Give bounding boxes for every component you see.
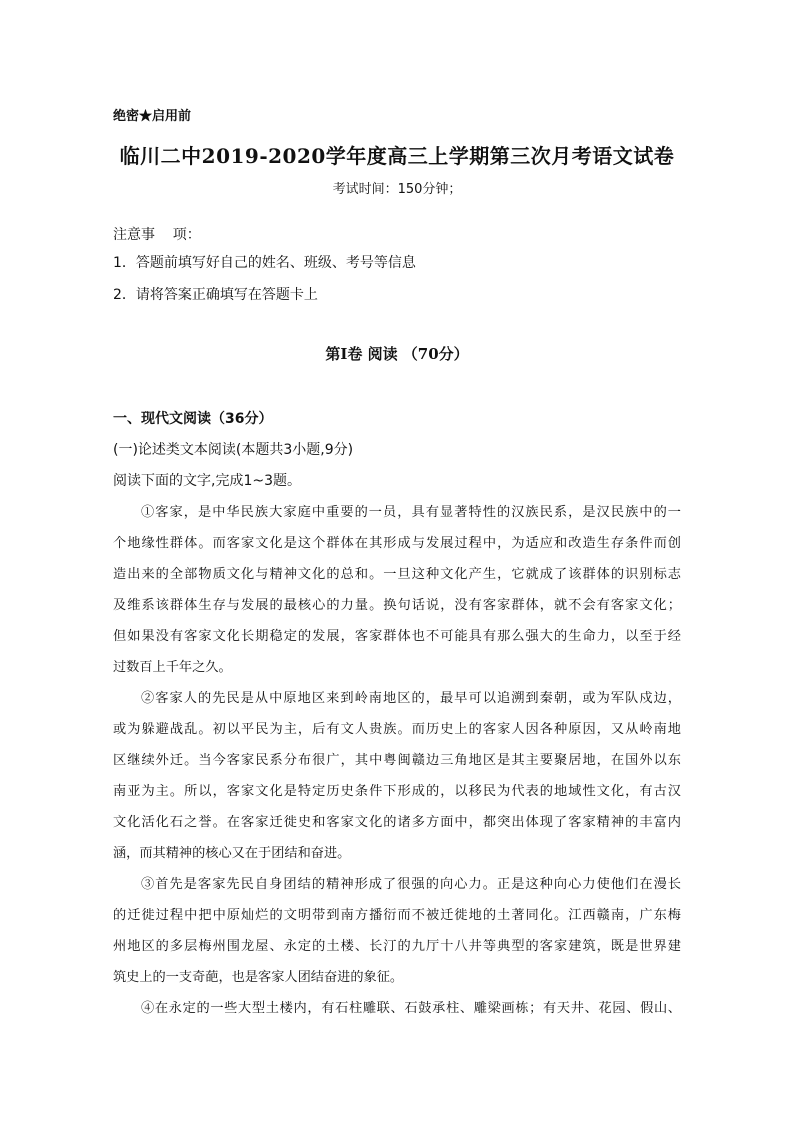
passage-line: 个地缘性群体。而客家文化是这个群体在其形成与发展过程中，为适应和改造生存条件而创 <box>113 536 681 551</box>
exam-time: 考试时间：150分钟； <box>332 182 462 197</box>
passage-line: 或为躲避战乱。初以平民为主，后有文人贵族。而历史上的客家人因各种原因，又从岭南地 <box>113 722 681 737</box>
passage-line: 及维系该群体生存与发展的最核心的力量。换句话说，没有客家群体，就不会有客家文化； <box>113 598 681 613</box>
passage-line: ③首先是客家先民自身团结的精神形成了很强的向心力。正是这种向心力使他们在漫长 <box>141 877 681 892</box>
exam-title: 临川二中2019-2020学年度高三上学期第三次月考语文试卷 <box>119 144 675 168</box>
passage-line: 州地区的多层梅州围龙屋、永定的土楼、长汀的九厅十八井等典型的客家建筑，既是世界建 <box>113 939 681 954</box>
passage-line: 造出来的全部物质文化与精神文化的总和。一旦这种文化产生，它就成了该群体的识别标志 <box>113 567 681 582</box>
note-item: 2．请将答案正确填写在答题卡上 <box>113 287 318 303</box>
passage-line: 涵，而其精神的核心又在于团结和奋进。 <box>113 846 351 861</box>
passage-line: 区继续外迁。当今客家民系分布很广，其中粤闽赣边三角地区是其主要聚居地，在国外以东 <box>113 753 681 768</box>
passage-line: 但如果没有客家文化长期稳定的发展，客家群体也不可能具有那么强大的生命力，以至于经 <box>113 629 681 644</box>
passage-line: 筑史上的一支奇葩，也是客家人团结奋进的象征。 <box>113 970 404 985</box>
passage-line: ②客家人的先民是从中原地区来到岭南地区的，最早可以追溯到秦朝，或为军队戍边， <box>141 691 681 706</box>
note-item: 1．答题前填写好自己的姓名、班级、考号等信息 <box>113 255 416 271</box>
section-title: 一、现代文阅读（36分） <box>113 411 273 427</box>
part-title: 第I卷 阅读 （70分） <box>325 345 469 363</box>
passage-line: ①客家，是中华民族大家庭中重要的一员，具有显著特性的汉族民系，是汉民族中的一 <box>141 505 681 520</box>
section-subtitle: (一)论述类文本阅读(本题共3小题,9分) <box>113 442 354 458</box>
notes-heading: 注意事 项： <box>113 227 201 243</box>
passage-line: ④在永定的一些大型土楼内，有石柱雕联、石鼓承柱、雕梁画栋；有天井、花园、假山、 <box>141 1001 681 1016</box>
passage-line: 文化活化石之誉。在客家迁徙史和客家文化的诸多方面中，都突出体现了客家精神的丰富内 <box>113 815 681 830</box>
confidential-mark: 绝密★启用前 <box>113 109 192 124</box>
passage-line: 的迁徙过程中把中原灿烂的文明带到南方播衍而不被迁徙地的土著同化。江西赣南，广东梅 <box>113 908 681 923</box>
passage <box>113 497 681 1024</box>
passage-line: 南亚为主。所以，客家文化是特定历史条件下形成的，以移民为代表的地域性文化，有古汉 <box>113 784 681 799</box>
passage-line: 过数百上千年之久。 <box>113 660 232 675</box>
section-instruction: 阅读下面的文字,完成1~3题。 <box>113 473 301 489</box>
